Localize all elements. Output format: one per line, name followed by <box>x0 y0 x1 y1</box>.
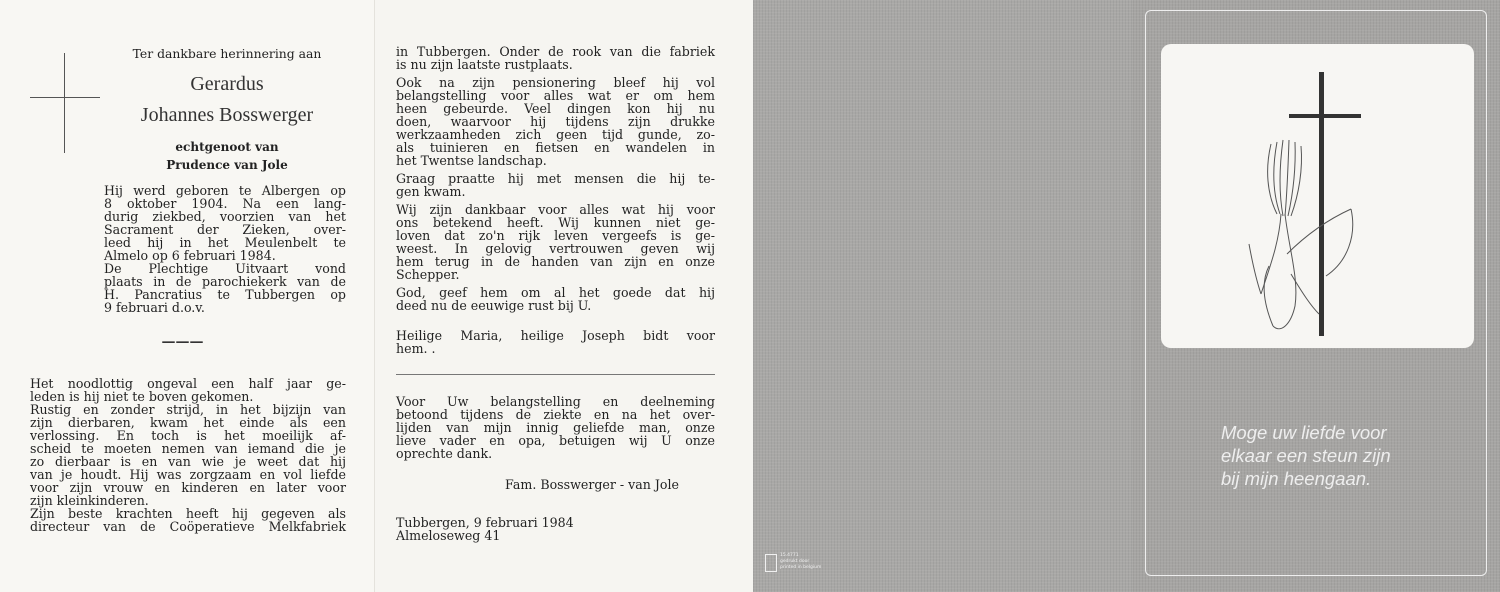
cross-horizontal-line <box>30 97 100 98</box>
text-line: Wij zijn dankbaar voor alles wat hij voor <box>396 202 715 217</box>
cross-and-wheat-icon <box>1161 44 1474 348</box>
text-line: zijn dierbaren, kwam het einde als een <box>30 415 346 430</box>
text-line: deed nu de eeuwige rust bij U. <box>396 298 592 313</box>
thanks-line: lieve vader en opa, betuigen wij U onze <box>396 433 715 448</box>
text-line: Rustig en zonder strijd, in het bijzijn van <box>30 402 346 417</box>
bio-line: De Plechtige Uitvaart vond <box>104 261 346 276</box>
intro-heading: Ter dankbare herinnering aan <box>132 46 322 61</box>
thanks-line: Voor Uw belangstelling en deelneming <box>396 394 715 409</box>
text-line: scheid te moeten nemen van iemand die je <box>30 441 346 456</box>
text-line: gen kwam. <box>396 184 466 199</box>
family-signature: Fam. Bosswerger - van Jole <box>505 477 679 492</box>
text-line: ons betekend heeft. Wij kunnen niet ge- <box>396 215 715 230</box>
thanks-line: betoond tijdens de ziekte en na het over- <box>396 407 715 422</box>
text-line: Zijn beste krachten heeft hij gegeven als <box>30 506 346 521</box>
spouse-name: Prudence van Jole <box>166 158 288 172</box>
quote-line: elkaar een steun zijn <box>1221 445 1391 466</box>
quote-line: bij mijn heengaan. <box>1221 468 1372 489</box>
bio-line: 9 februari d.o.v. <box>104 300 205 315</box>
text-line: belangstelling voor alles wat er om hem <box>396 88 715 103</box>
text-line: zijn kleinkinderen. <box>30 493 149 508</box>
section-divider: ——— <box>161 334 204 350</box>
text-line: werkzaamheden zich geen tijd gunde, zo- <box>396 127 715 142</box>
address: Almeloseweg 41 <box>396 528 501 543</box>
bio-line: Sacrament der Zieken, over- <box>104 222 346 237</box>
full-name: Johannes Bosswerger <box>140 104 314 126</box>
text-line: heen gebeurde. Veel dingen kon hij nu <box>396 101 715 116</box>
imprint-line: gedrukt door <box>780 559 810 564</box>
text-line: voor zijn vrouw en kinderen en later voor <box>30 480 346 495</box>
text-line: Graag praatte hij met mensen die hij te- <box>396 171 715 186</box>
text-line: van je houdt. Hij was zorgzaam en vol liefde <box>30 467 346 482</box>
bio-line: leed hij in het Meulenbelt te <box>104 235 346 250</box>
text-line: leden is hij niet te boven gekomen. <box>30 389 254 404</box>
text-line: Het noodlottig ongeval een half jaar ge- <box>30 376 346 391</box>
cross-illustration-card <box>1161 44 1474 348</box>
prayer-line: hem. . <box>396 341 436 356</box>
text-line: verlossing. En toch is het moeilijk af- <box>30 428 346 443</box>
text-line: Ook na zijn pensionering bleef hij vol <box>396 75 715 90</box>
bio-line: 8 oktober 1904. Na een lang- <box>104 196 346 211</box>
cross-vertical-line <box>64 53 65 153</box>
text-line: het Twentse landschap. <box>396 153 547 168</box>
first-names: Gerardus <box>190 73 264 95</box>
place-date: Tubbergen, 9 februari 1984 <box>396 515 574 530</box>
quote-line: Moge uw liefde voor <box>1221 422 1387 443</box>
text-line: is nu zijn laatste rustplaats. <box>396 57 573 72</box>
separator-line <box>396 374 715 375</box>
prayer-line: Heilige Maria, heilige Joseph bidt voor <box>396 328 715 343</box>
thanks-line: oprechte dank. <box>396 446 493 461</box>
bio-line: Hij werd geboren te Albergen op <box>104 183 346 198</box>
text-line: in Tubbergen. Onder de rook van die fabriek <box>396 44 715 59</box>
text-line: directeur van de Coöperatieve Melkfabriek <box>30 519 346 534</box>
print-code: 15.4771 <box>780 553 799 558</box>
thanks-line: lijden van mijn innig geliefde man, onze <box>396 420 715 435</box>
text-line: doen, waarvoor hij tijdens zijn drukke <box>396 114 715 129</box>
printer-logo <box>765 554 777 572</box>
text-line: weest. In gelovig vertrouwen geven wij <box>396 241 715 256</box>
cover-front-panel <box>1133 0 1500 592</box>
text-line: loven dat zo'n rijk leven vergeefs is ge- <box>396 228 715 243</box>
page-panel-2 <box>375 0 753 592</box>
bio-line: plaats in de parochiekerk van de <box>104 274 346 289</box>
text-line: als tuinieren en fietsen en wandelen in <box>396 140 715 155</box>
text-line: zo dierbaar is en van wie je weet dat hij <box>30 454 346 469</box>
page-panel-1 <box>0 0 375 592</box>
text-line: Schepper. <box>396 267 460 282</box>
spouse-label: echtgenoot van <box>175 140 279 154</box>
text-line: hem terug in de handen van zijn en onze <box>396 254 715 269</box>
bio-line: H. Pancratius te Tubbergen op <box>104 287 346 302</box>
bio-line: durig ziekbed, voorzien van het <box>104 209 346 224</box>
cover-back-panel <box>753 0 1133 592</box>
imprint-line: printed in belgium <box>780 565 822 570</box>
bio-line: Almelo op 6 februari 1984. <box>104 248 276 263</box>
text-line: God, geef hem om al het goede dat hij <box>396 285 715 300</box>
